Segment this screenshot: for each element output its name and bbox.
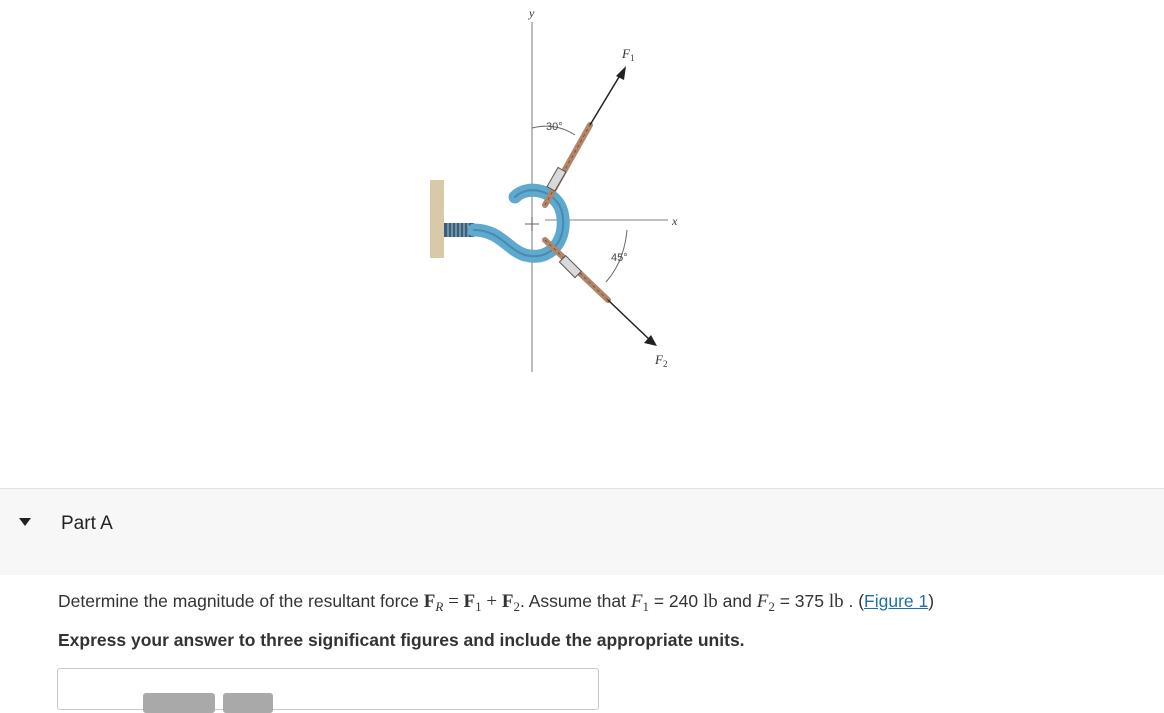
symbols-toolbar-button[interactable] — [223, 693, 273, 713]
question-text: Determine the magnitude of the resultant force $F_R = F_1 + F_2$. Assume that $F_1 = 240$ lb and $F_2 = 375$ lb . (Figure 1) — [58, 591, 935, 614]
rope-f1 — [545, 125, 590, 205]
angle-30-label: 30° — [546, 121, 563, 133]
x-axis-label: x — [672, 214, 678, 228]
angle-45-label: 45° — [611, 252, 628, 264]
figure-1-link[interactable]: Figure 1 — [864, 591, 929, 611]
templates-toolbar-button[interactable] — [143, 693, 215, 713]
f1-arrow-line — [590, 72, 622, 125]
f1-arrowhead — [616, 66, 626, 80]
f1-label: $F_1$ — [622, 46, 635, 63]
part-a-header[interactable] — [0, 488, 1164, 575]
y-axis-label: y — [529, 6, 535, 20]
f2-arrow-line — [608, 300, 652, 342]
part-title: Part A — [61, 513, 113, 534]
wall — [430, 180, 444, 258]
instruction-text: Express your answer to three significant figures and include the appropriate units. — [58, 630, 745, 650]
rope-f2 — [545, 240, 608, 300]
answer-box — [57, 668, 599, 710]
f2-label: $F_2$ — [655, 352, 668, 369]
collapse-triangle-icon[interactable] — [19, 518, 31, 526]
